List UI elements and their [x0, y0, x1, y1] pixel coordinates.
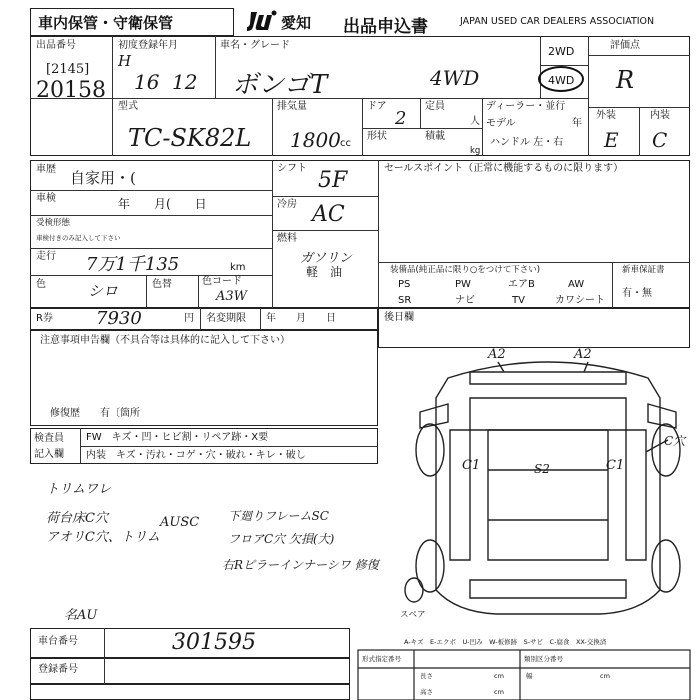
warranty-options: 有・無 [622, 288, 652, 299]
first-reg-label: 初度登録年月 [118, 40, 178, 51]
note-floor: フロアC穴 欠損(大) [228, 532, 335, 546]
form-type-label: 形式指定番号 [362, 655, 401, 663]
sales-point-label: セールスポイント（正常に機能するものに限ります） [384, 163, 624, 174]
interior-codes: 内装 キズ・汚れ・コゲ・穴・破れ・キレ・破し [86, 450, 306, 461]
exterior-grade: E [604, 128, 619, 152]
displacement-label: 排気量 [277, 101, 307, 112]
equip-sr: SR [398, 295, 412, 306]
ac-label: 冷房 [277, 199, 297, 210]
fuel-label: 燃料 [277, 233, 297, 244]
mark-right-side: C1 [606, 458, 625, 473]
equip-pw: PW [455, 279, 471, 290]
name-change-date: 年 月 日 [266, 313, 336, 324]
inspector-label: 検査員 [34, 433, 64, 444]
cm-unit-1: cm [494, 672, 504, 680]
color-code-label: 色コード [202, 276, 242, 287]
length-label: 長さ [420, 672, 433, 680]
frame-no-value: 301595 [172, 630, 256, 655]
equip-aw: AW [568, 279, 585, 290]
note-ausc: AUSC [160, 515, 200, 530]
rating-value: R [616, 66, 635, 94]
color-label: 色 [36, 279, 46, 290]
margin-note: 名AU [64, 608, 98, 623]
equip-navi: ナビ [455, 295, 475, 306]
four-wd-label: 4WD [548, 74, 575, 87]
car-name-label: 車名・グレード [220, 40, 290, 51]
back-seat-label: 後日欄 [384, 312, 414, 323]
model-value: TC-SK82L [128, 124, 252, 152]
width-label: 幅 [526, 672, 533, 680]
recycle-label: R券 [36, 313, 53, 324]
repair-label: 修復歴 有〔箇所 [50, 408, 140, 419]
yen-unit: 円 [184, 313, 194, 324]
reg-month: 12 [172, 70, 198, 94]
load-label: 積載 [425, 131, 445, 142]
mark-front-left: A2 [488, 347, 506, 362]
note-frame: 下廻りフレームSC [228, 509, 329, 523]
mark-left-side: C1 [462, 458, 481, 473]
inspection-date: 年 月( 日 [118, 197, 207, 211]
height-label: 高さ [420, 688, 433, 696]
shift-value: 5F [318, 168, 348, 193]
note-deck: 荷台床C穴 [46, 511, 108, 526]
equip-ps: PS [398, 279, 411, 290]
doors-label: ドア [367, 101, 387, 112]
inspection-label: 車検 [36, 193, 56, 204]
note-pillar: 右Rピラーインナーシワ 修復 [222, 558, 379, 572]
color-code-value: A3W [216, 289, 248, 304]
history-label: 車歴 [36, 164, 56, 175]
recycle-amount: 7930 [96, 308, 142, 329]
mark-front-right: A2 [574, 347, 592, 362]
shift-label: シフト [277, 163, 307, 174]
equipment-label: 装備品(純正品に限り○をつけて下さい) [390, 265, 541, 275]
equip-airbag: エアB [508, 279, 535, 290]
drive-type: 4WD [430, 66, 480, 90]
capacity-label: 定員 [425, 101, 445, 112]
color-value: シロ [88, 282, 119, 300]
km-unit: km [230, 262, 246, 273]
class-no-label: 類別区分番号 [524, 655, 563, 663]
car-name: ボンゴT [232, 70, 328, 100]
rating-label: 評価点 [610, 40, 640, 51]
brand-name: 愛知 [281, 14, 312, 32]
lot-no-label: 出品番号 [36, 40, 76, 51]
cm-unit-2: cm [600, 672, 610, 680]
lot-number: 20158 [36, 78, 106, 103]
model-label: 型式 [118, 101, 138, 112]
dealer-label: ディーラー・並行 [486, 101, 566, 112]
kg-unit: kg [470, 146, 481, 156]
reception-note: 車検付きのみ記入して下さい [36, 234, 121, 242]
name-change-label: 名変期限 [206, 313, 246, 324]
color-change-label: 色替 [152, 279, 172, 290]
frame-no-label: 車台番号 [38, 636, 78, 647]
reg-year: 16 [134, 70, 160, 94]
fuel-diesel: 軽 油 [306, 265, 343, 279]
dealer-model-label: モデル [486, 118, 516, 129]
spare-label: スペア [400, 610, 426, 620]
doors-value: 2 [395, 108, 407, 129]
form-title: 出品申込書 [343, 17, 428, 37]
person-unit: 人 [470, 116, 480, 127]
warranty-label: 新車保証書 [622, 265, 665, 275]
fw-codes: FW キズ・凹・ヒビ割・リペア跡・X要 [86, 432, 269, 443]
reg-era: H [118, 52, 132, 70]
mileage-value: 7万1千135 [86, 254, 180, 275]
exterior-label: 外装 [596, 110, 616, 121]
handle-label: ハンドル 左・右 [490, 137, 564, 148]
shape-label: 形状 [367, 131, 387, 142]
displacement-value: 1800 [290, 128, 341, 152]
history-value: 自家用・( [70, 169, 136, 187]
mark-right-rear: C穴 [664, 434, 686, 448]
note-gate: アオリC穴、トリム [46, 530, 160, 545]
damage-legend: A-キズ E-エクボ U-凹み W-板修跡 S-サビ C-腐食 XX-交換済 [404, 638, 607, 646]
reception-label: 受検形態 [36, 218, 71, 228]
association-name: JAPAN USED CAR DEALERS ASSOCIATION [460, 16, 655, 27]
ac-value: AC [312, 202, 345, 227]
cm-unit-3: cm [494, 688, 504, 696]
year-unit: 年 [572, 118, 582, 129]
mileage-label: 走行 [36, 251, 56, 262]
mark-roof: S2 [534, 462, 550, 476]
note-trim: トリムワレ [46, 482, 112, 497]
interior-grade: C [652, 128, 668, 152]
storage-label: 車内保管・守衛保管 [38, 14, 174, 32]
interior-label: 内装 [650, 110, 670, 121]
lot-code: [2145] [46, 62, 90, 77]
fuel-value: ガソリン [300, 251, 353, 266]
cc-unit: cc [340, 138, 351, 149]
reg-no-label: 登録番号 [38, 664, 78, 675]
notes-label: 注意事項申告欄（不具合等は具体的に記入して下さい） [40, 335, 290, 346]
equip-seat: カワシート [555, 295, 605, 306]
two-wd-label: 2WD [548, 45, 575, 58]
entry-label: 記入欄 [34, 449, 64, 460]
equip-tv: TV [512, 295, 525, 306]
